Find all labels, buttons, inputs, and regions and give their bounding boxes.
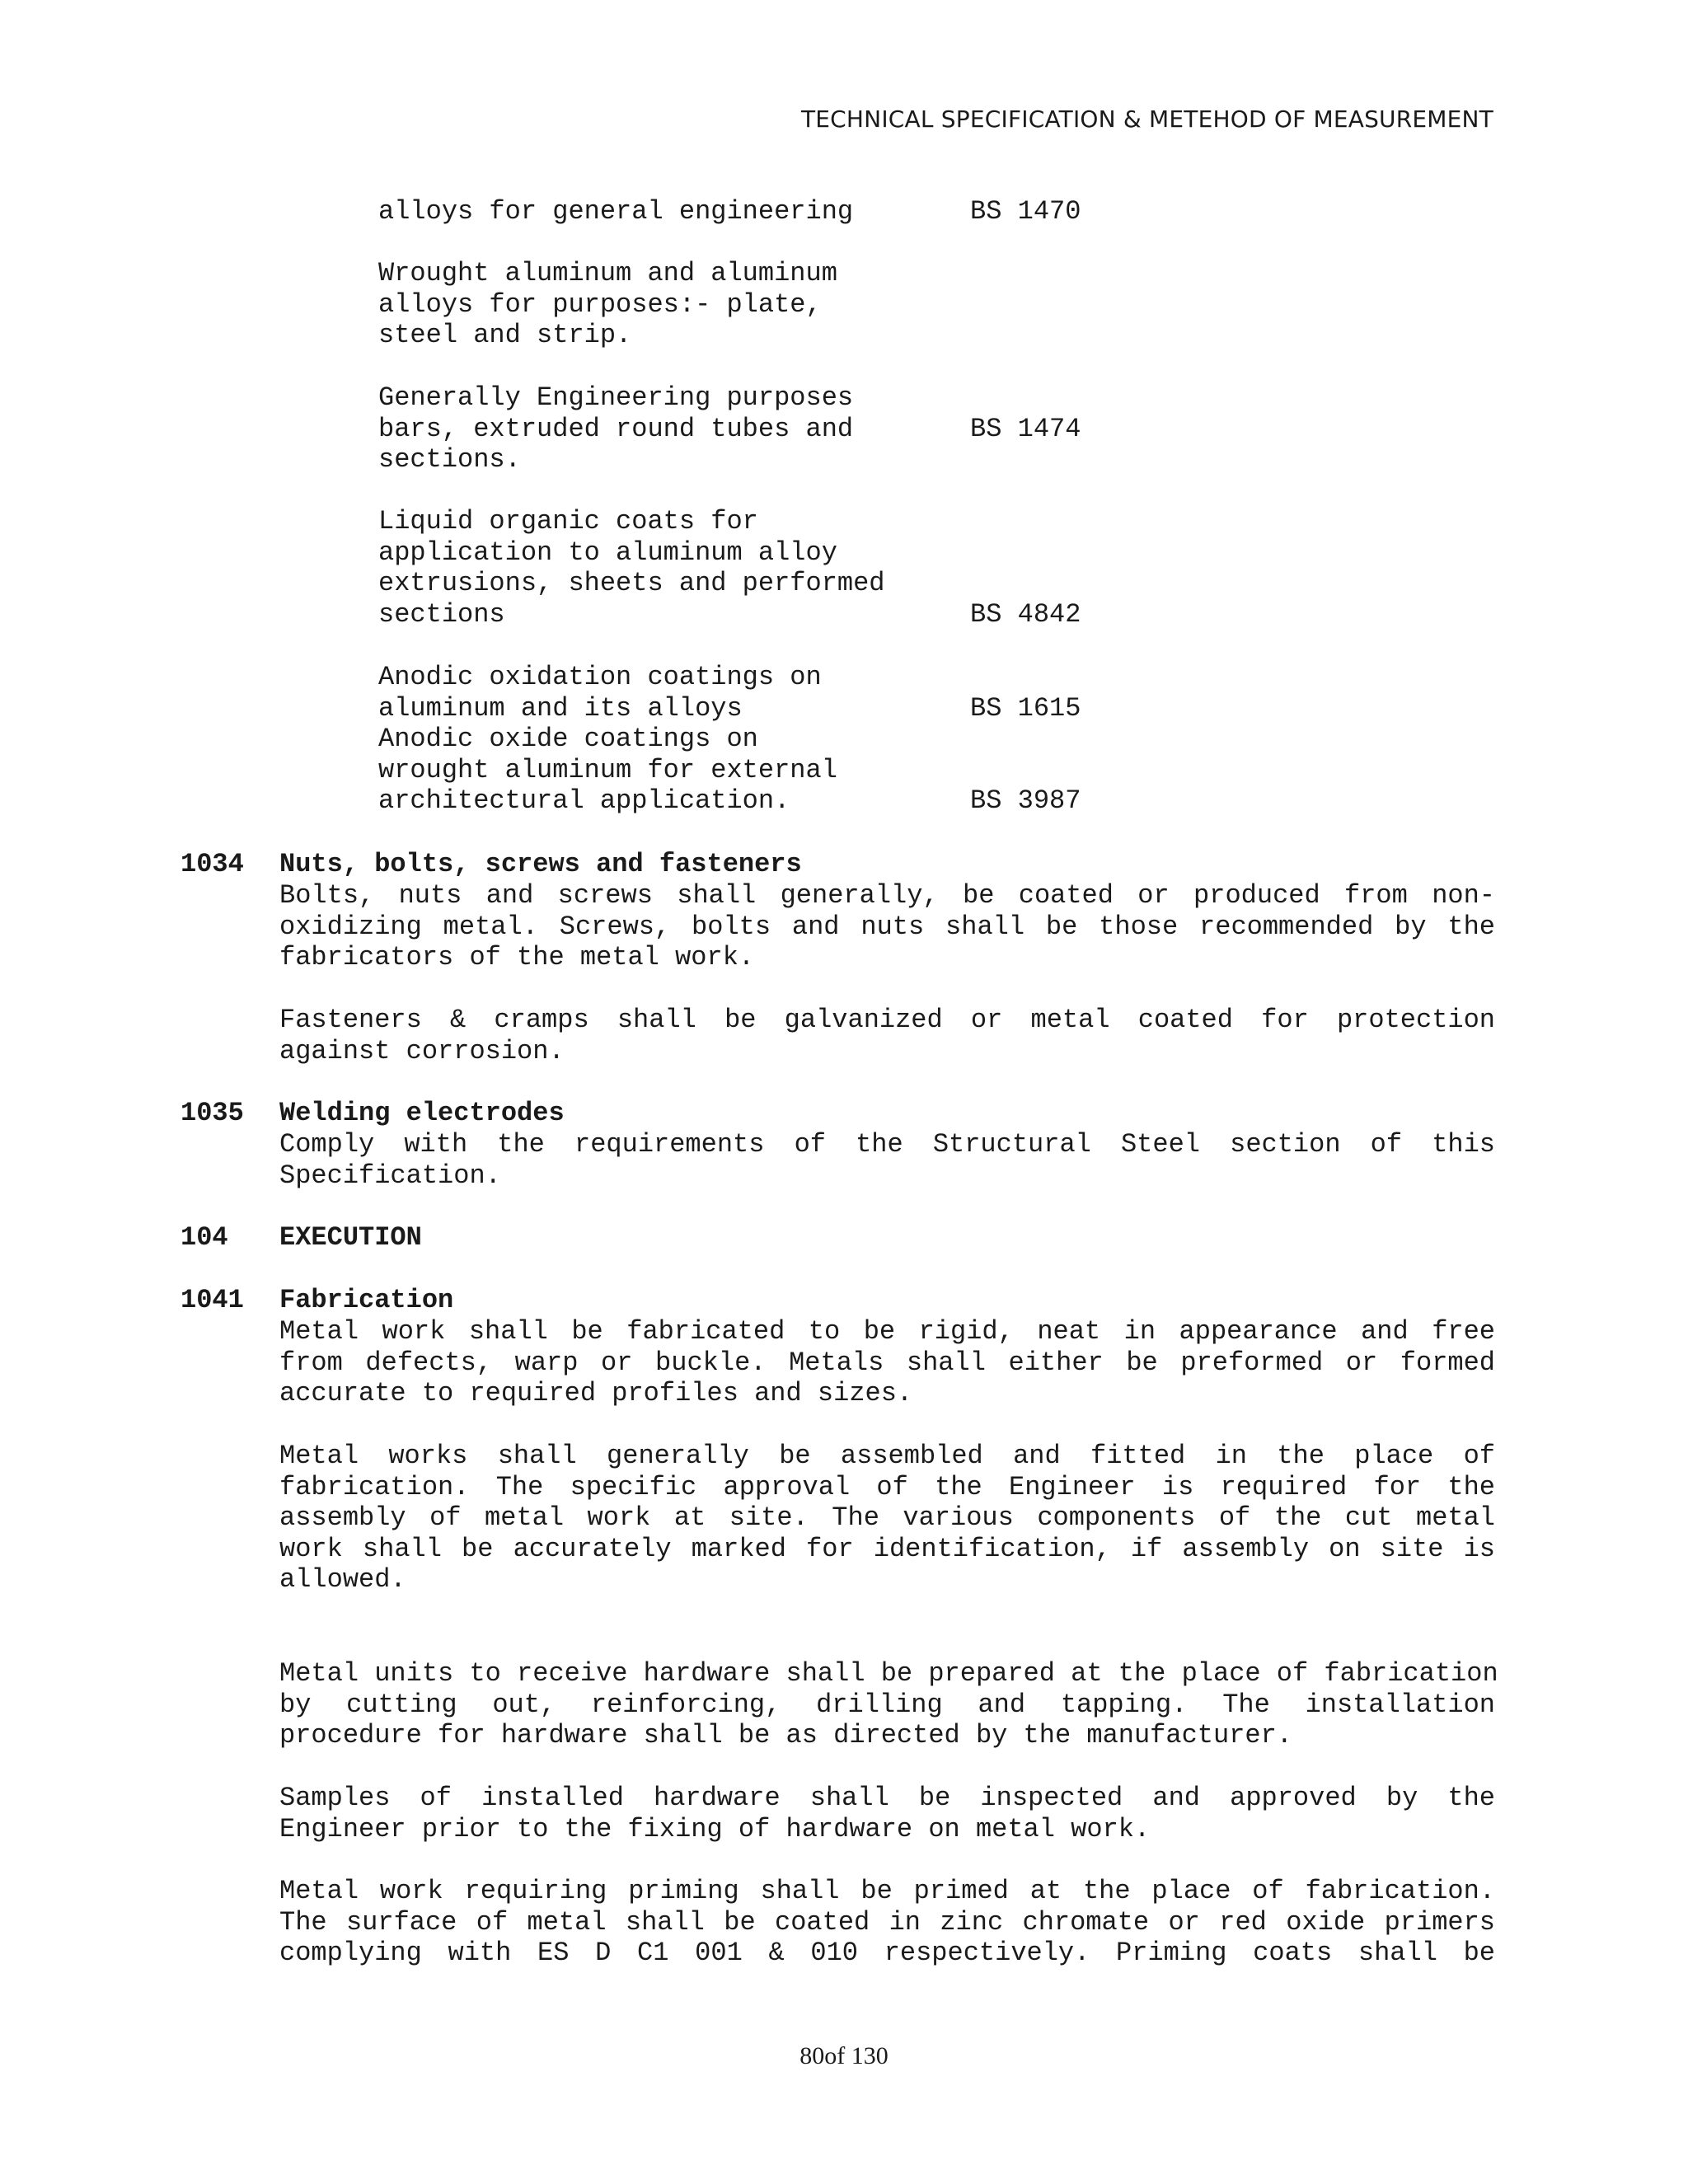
text-line: Bolts, nuts and screws shall generally, be coated or produced from non- bbox=[279, 880, 1495, 911]
text-line: assembly of metal work at site. The various components of the cut metal bbox=[279, 1502, 1495, 1533]
text-line: accurate to required profiles and sizes. bbox=[279, 1378, 913, 1408]
standard-entry bbox=[378, 258, 1120, 350]
paragraph bbox=[279, 1876, 1495, 1969]
text-line: against corrosion. bbox=[279, 1035, 565, 1066]
text-line: Fasteners & cramps shall be galvanized or metal coated for protection bbox=[279, 1005, 1495, 1035]
standard-entry bbox=[378, 506, 1120, 630]
text-line: Metal works shall generally be assembled and fitted in the place of bbox=[279, 1441, 1495, 1471]
section-title: EXECUTION bbox=[279, 1222, 422, 1253]
text-line: Engineer prior to the fixing of hardware on metal work. bbox=[279, 1813, 1151, 1844]
text-line: complying with ES D C1 001 & 010 respectively. Priming coats shall be bbox=[279, 1938, 1495, 1968]
standard-code: BS 1474 bbox=[970, 413, 1081, 444]
paragraph bbox=[279, 880, 1495, 973]
text-line: by cutting out, reinforcing, drilling and tapping. The installation bbox=[279, 1689, 1495, 1720]
text-line: fabrication. The specific approval of the Engineer is required for the bbox=[279, 1471, 1495, 1502]
standard-code: BS 1470 bbox=[970, 196, 1081, 227]
paragraph bbox=[279, 1005, 1495, 1066]
text-line: Specification. bbox=[279, 1160, 501, 1191]
section-title: Welding electrodes bbox=[279, 1098, 565, 1128]
text-line: oxidizing metal. Screws, bolts and nuts shall be those recommended by the bbox=[279, 911, 1495, 942]
paragraph bbox=[279, 1316, 1495, 1409]
text-line: Comply with the requirements of the Structural Steel section of this bbox=[279, 1129, 1495, 1160]
standard-entry bbox=[378, 382, 1120, 476]
section-number: 1034 bbox=[181, 849, 244, 879]
text-line: fabricators of the metal work. bbox=[279, 942, 755, 972]
text-line: Metal work shall be fabricated to be rigid, neat in appearance and free bbox=[279, 1316, 1495, 1347]
standard-code: BS 3987 bbox=[970, 785, 1081, 816]
text-line: allowed. bbox=[279, 1564, 406, 1595]
paragraph bbox=[279, 1658, 1498, 1751]
standard-code: BS 4842 bbox=[970, 598, 1081, 630]
paragraph bbox=[279, 1129, 1495, 1191]
standard-code: BS 1615 bbox=[970, 692, 1081, 724]
standard-description: alloys for general engineering bbox=[378, 196, 854, 227]
paragraph bbox=[279, 1783, 1495, 1844]
section-number: 1041 bbox=[181, 1285, 244, 1315]
text-line: Metal units to receive hardware shall be prepared at the place of fabrication bbox=[279, 1658, 1498, 1689]
document-header: TECHNICAL SPECIFICATION & METEHOD OF MEASUREMENT bbox=[800, 105, 1493, 133]
standard-description: Anodic oxidation coatings on aluminum and its alloys Anodic oxide coatings on wrought aluminum for external architectural application. bbox=[378, 662, 837, 816]
standard-description: Generally Engineering purposes bars, extruded round tubes and sections. bbox=[378, 382, 854, 475]
text-line: Metal work requiring priming shall be primed at the place of fabrication. bbox=[279, 1876, 1495, 1906]
paragraph bbox=[279, 1441, 1495, 1596]
section-number: 104 bbox=[181, 1222, 228, 1253]
section-title: Nuts, bolts, screws and fasteners bbox=[279, 849, 802, 879]
text-line: work shall be accurately marked for identification, if assembly on site is bbox=[279, 1533, 1495, 1564]
page-number: 80of 130 bbox=[799, 2042, 889, 2069]
text-line: from defects, warp or buckle. Metals shall either be preformed or formed bbox=[279, 1347, 1495, 1378]
text-line: procedure for hardware shall be as directed by the manufacturer. bbox=[279, 1720, 1292, 1750]
standard-description: Liquid organic coats for application to aluminum alloy extrusions, sheets and performed sections bbox=[378, 506, 885, 630]
text-line: Samples of installed hardware shall be inspected and approved by the bbox=[279, 1783, 1495, 1813]
section-number: 1035 bbox=[181, 1098, 244, 1128]
standard-entry bbox=[378, 662, 1120, 816]
standard-description: Wrought aluminum and aluminum alloys for purposes:- plate, steel and strip. bbox=[378, 258, 837, 350]
section-title: Fabrication bbox=[279, 1285, 454, 1315]
text-line: The surface of metal shall be coated in zinc chromate or red oxide primers bbox=[279, 1906, 1495, 1938]
